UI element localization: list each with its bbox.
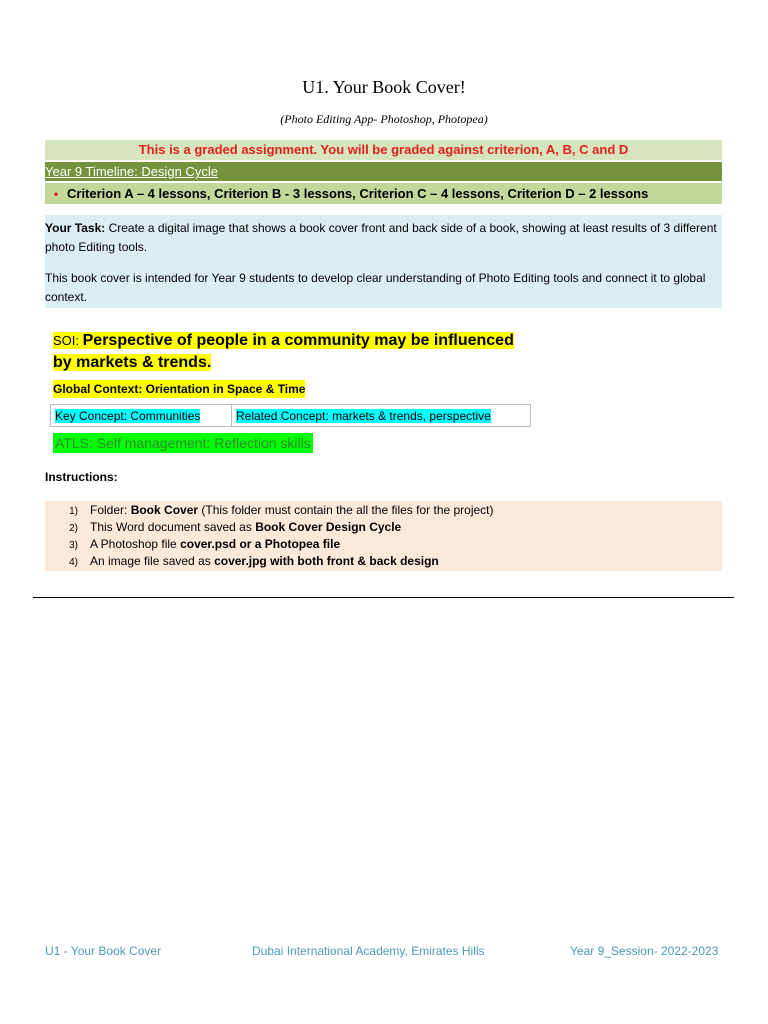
key-concept-value: Communities — [127, 408, 201, 423]
divider-line — [33, 597, 208, 598]
global-context: Global Context: Orientation in Space & Time — [53, 382, 306, 396]
list-item — [45, 553, 722, 570]
graded-notice: This is a graded assignment. You will be graded against criterion, A, B, C and D — [45, 140, 722, 160]
list-item — [45, 536, 722, 553]
list-number: 2) — [69, 523, 78, 534]
list-text: A Photoshop file — [90, 537, 181, 551]
list-text: This Word document saved as — [90, 520, 256, 534]
list-bold: cover.jpg with both front & back design — [214, 554, 439, 568]
list-item — [45, 502, 722, 519]
footer-left: U1 - Your Book Cover — [45, 944, 162, 958]
instructions-heading: Instructions: — [45, 470, 118, 484]
criteria-text: Criterion A – 4 lessons, Criterion B - 3 lessons, Criterion C – 4 lessons, Criterion D – 2 lessons — [67, 186, 649, 201]
footer-right: Year 9_Session- 2022-2023 — [570, 944, 719, 958]
list-item — [45, 519, 722, 536]
divider-line — [558, 597, 734, 598]
key-concept-label: Key Concept: — [55, 408, 128, 423]
related-concept-value: markets & trends, perspective — [328, 408, 491, 423]
list-number: 3) — [69, 540, 78, 551]
task-paragraph — [45, 219, 722, 257]
task-box — [45, 215, 722, 308]
soi-label: SOI: — [53, 333, 83, 348]
list-bold: Book Cover Design Cycle — [255, 520, 402, 534]
related-concept-cell — [232, 405, 495, 426]
instructions-list — [45, 501, 722, 571]
list-text: Folder: — [90, 503, 131, 517]
concepts-table — [50, 404, 531, 427]
criteria-row — [45, 183, 722, 204]
list-text-post: (This folder must contain the all the files for the project) — [198, 503, 494, 517]
soi-line2: by markets & trends. — [53, 354, 212, 371]
atls-line: ATLS: Self management: Reflection skills — [55, 435, 311, 451]
list-bold: cover.psd or a Photopea file — [180, 537, 341, 551]
list-bold: Book Cover — [130, 503, 199, 517]
footer-center: Dubai International Academy, Emirates Hills — [252, 944, 485, 958]
task-text: Create a digital image that shows a book cover front and back side of a book, showing at least results of 3 different photo Editing tools. — [45, 221, 717, 254]
task-label: Your Task: — [45, 221, 106, 235]
soi-block — [53, 330, 514, 374]
document-title: U1. Your Book Cover! — [302, 77, 466, 97]
soi-line1: Perspective of people in a community may be influenced — [82, 332, 514, 349]
list-number: 1) — [69, 506, 78, 517]
document-subtitle: (Photo Editing App- Photoshop, Photopea) — [280, 112, 488, 126]
bullet-icon: • — [53, 187, 59, 201]
related-concept-label: Related Concept: — [236, 408, 329, 423]
list-number: 4) — [69, 557, 78, 568]
divider-line — [208, 597, 558, 598]
timeline-heading: Year 9 Timeline: Design Cycle — [45, 162, 722, 181]
task-purpose: This book cover is intended for Year 9 students to develop clear understanding of Photo Editing tools and connect it to global context. — [45, 271, 706, 304]
list-text: An image file saved as — [90, 554, 215, 568]
key-concept-cell — [51, 405, 232, 426]
